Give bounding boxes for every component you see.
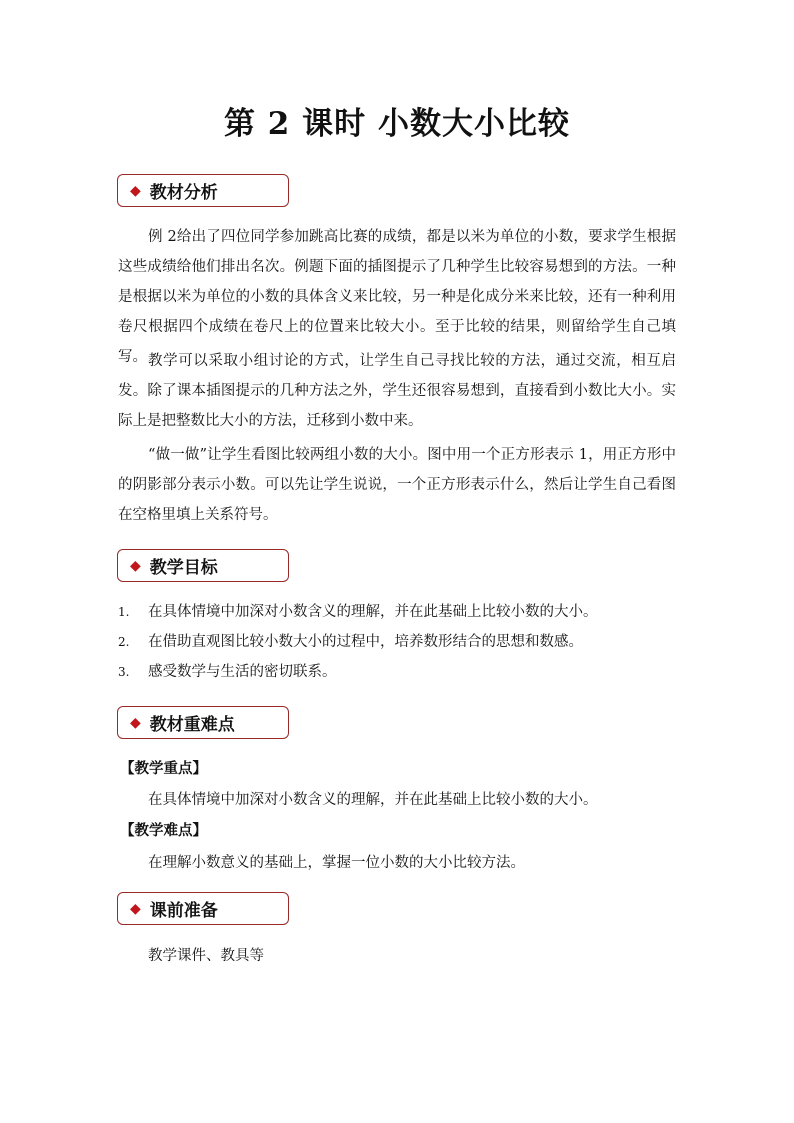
analysis-paragraph-3: “做一做”让学生看图比较两组小数的大小。图中用一个正方形表示 1，用正方形中的阴影部分表示小数。可以先让学生说说，一个正方形表示什么，然后让学生自己看图在空格里填上关系符号。 [118, 447, 676, 523]
list-text: 感受数学与生活的密切联系。 [148, 664, 337, 680]
section-header-prep [117, 892, 289, 925]
list-number: 2. [118, 635, 130, 649]
difficulty-label: 【教学难点】 [120, 822, 207, 839]
diamond-icon: ◆ [130, 182, 141, 199]
section-header-keypoints [117, 706, 289, 739]
focus-text: 在具体情境中加深对小数含义的理解，并在此基础上比较小数的大小。 [148, 792, 598, 808]
diamond-icon: ◆ [130, 714, 141, 731]
focus-label: 【教学重点】 [120, 760, 207, 777]
section-label: 课前准备 [149, 901, 218, 921]
diamond-icon: ◆ [130, 900, 141, 917]
list-number: 1. [118, 605, 130, 619]
list-number: 3. [118, 665, 130, 679]
analysis-paragraph-2: 教学可以采取小组讨论的方式，让学生自己寻找比较的方法，通过交流，相互启发。除了课本插图提示的几种方法之外，学生还很容易想到，直接看到小数比大小。实际上是把整数比大小的方法，迁移到小数中来。 [118, 353, 676, 429]
list-item [118, 597, 676, 627]
analysis-paragraph-1: 例 2给出了四位同学参加跳高比赛的成绩，都是以米为单位的小数，要求学生根据这些成绩给他们排出名次。例题下面的插图提示了几种学生比较容易想到的方法。一种是根据以米为单位的小数的具体含义来比较，另一种是化成分米来比较，还有一种利用卷尺根据四个成绩在卷尺上的位置来比较大小。至于比较的结果，则留给学生自己填写。 [118, 229, 676, 365]
goals-list [118, 597, 676, 687]
section-label: 教材分析 [149, 183, 218, 203]
difficulty-text: 在理解小数意义的基础上，掌握一位小数的大小比较方法。 [148, 855, 525, 871]
prep-text: 教学课件、教具等 [148, 948, 264, 964]
list-text: 在借助直观图比较小数大小的过程中，培养数形结合的思想和数感。 [148, 634, 583, 650]
section-header-goals [117, 549, 289, 582]
page-title: 第 2 课时 小数大小比较 [224, 106, 570, 142]
section-label: 教学目标 [149, 558, 218, 578]
list-item [118, 657, 676, 687]
section-header-analysis [117, 174, 289, 207]
diamond-icon: ◆ [130, 557, 141, 574]
section-label: 教材重难点 [149, 715, 235, 735]
list-text: 在具体情境中加深对小数含义的理解，并在此基础上比较小数的大小。 [148, 604, 598, 620]
list-item [118, 627, 676, 657]
